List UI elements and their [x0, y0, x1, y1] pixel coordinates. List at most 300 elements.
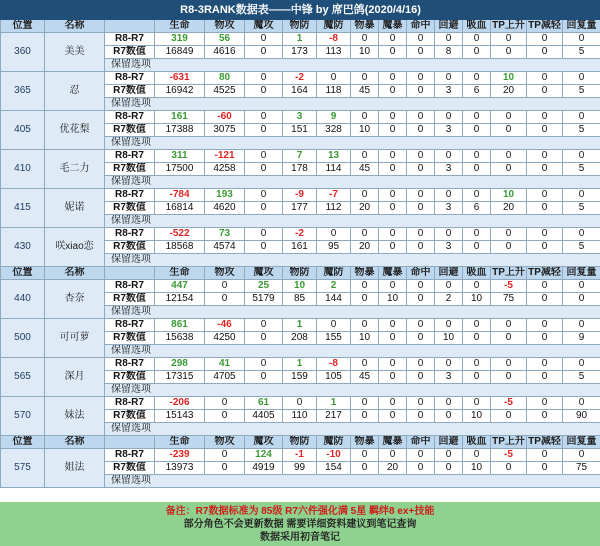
- base-value: 9: [563, 332, 600, 345]
- base-value: 0: [379, 85, 407, 98]
- diff-value: 0: [527, 33, 563, 46]
- base-value: 0: [527, 163, 563, 176]
- diff-value: 0: [407, 449, 435, 462]
- diff-value: 56: [205, 33, 245, 46]
- diff-value: 2: [317, 280, 351, 293]
- diff-row: [1, 319, 600, 332]
- base-value: 4574: [205, 241, 245, 254]
- column-header-row: [1, 20, 600, 33]
- diff-value: 0: [563, 280, 600, 293]
- base-value: 0: [407, 371, 435, 384]
- diff-value: 13: [317, 150, 351, 163]
- diff-value: 0: [351, 150, 379, 163]
- position-cell: 430: [1, 228, 45, 267]
- diff-value: 0: [463, 280, 491, 293]
- column-header: 位置: [1, 267, 45, 280]
- base-value: 0: [463, 332, 491, 345]
- base-value: 13973: [155, 462, 205, 475]
- diff-value: 0: [463, 228, 491, 241]
- diff-value: 0: [407, 111, 435, 124]
- base-value: 0: [379, 371, 407, 384]
- diff-value: 0: [407, 319, 435, 332]
- column-header: 物攻: [205, 267, 245, 280]
- base-value: 154: [317, 462, 351, 475]
- diff-value: 0: [527, 150, 563, 163]
- base-value: 0: [379, 332, 407, 345]
- character-name: 杏奈: [45, 280, 105, 319]
- base-value: 4616: [205, 46, 245, 59]
- diff-row: [1, 228, 600, 241]
- diff-value: 0: [245, 111, 283, 124]
- diff-value: 0: [407, 189, 435, 202]
- base-value: 0: [245, 46, 283, 59]
- base-value: 112: [317, 202, 351, 215]
- diff-label: R8-R7: [105, 33, 155, 46]
- base-value: 151: [283, 124, 317, 137]
- base-value: 4620: [205, 202, 245, 215]
- base-value: 75: [563, 462, 600, 475]
- footer-note-line-3: 数据采用初音笔记: [260, 532, 340, 543]
- diff-value: 0: [527, 228, 563, 241]
- position-cell: 410: [1, 150, 45, 189]
- diff-value: 0: [283, 397, 317, 410]
- diff-value: 0: [245, 319, 283, 332]
- base-value: 5: [563, 85, 600, 98]
- base-value: 144: [317, 293, 351, 306]
- base-value: 0: [491, 163, 527, 176]
- diff-value: 73: [205, 228, 245, 241]
- diff-value: 0: [245, 358, 283, 371]
- base-value: 10: [463, 462, 491, 475]
- diff-value: 0: [351, 33, 379, 46]
- diff-value: 861: [155, 319, 205, 332]
- diff-value: 0: [379, 228, 407, 241]
- diff-value: -8: [317, 358, 351, 371]
- base-value: 0: [491, 410, 527, 423]
- diff-value: 0: [435, 150, 463, 163]
- diff-value: 0: [491, 111, 527, 124]
- diff-value: 0: [463, 150, 491, 163]
- base-value: 16942: [155, 85, 205, 98]
- diff-value: 447: [155, 280, 205, 293]
- column-header: 回复量: [563, 267, 600, 280]
- diff-value: 0: [563, 33, 600, 46]
- diff-value: -631: [155, 72, 205, 85]
- base-label: R7数值: [105, 163, 155, 176]
- column-header: 魔防: [317, 267, 351, 280]
- position-cell: 565: [1, 358, 45, 397]
- base-value: 10: [351, 46, 379, 59]
- base-value: 0: [205, 462, 245, 475]
- column-header: 魔攻: [245, 20, 283, 33]
- diff-value: 0: [317, 319, 351, 332]
- base-value: 3: [435, 241, 463, 254]
- base-value: 0: [527, 241, 563, 254]
- base-value: 15143: [155, 410, 205, 423]
- character-name: 美美: [45, 33, 105, 72]
- base-value: 0: [527, 202, 563, 215]
- diff-value: -5: [491, 280, 527, 293]
- diff-value: 0: [527, 449, 563, 462]
- base-value: 0: [491, 462, 527, 475]
- character-name: 咲xiao恋: [45, 228, 105, 267]
- diff-value: 25: [245, 280, 283, 293]
- base-value: 10: [435, 332, 463, 345]
- base-value: 10: [463, 293, 491, 306]
- diff-value: 161: [155, 111, 205, 124]
- footer-notes: [0, 502, 600, 546]
- diff-value: 0: [351, 189, 379, 202]
- diff-label: R8-R7: [105, 150, 155, 163]
- column-header: [105, 20, 155, 33]
- diff-value: 0: [205, 449, 245, 462]
- base-value: 5: [563, 241, 600, 254]
- column-header: TP减轻: [528, 267, 561, 278]
- diff-row: [1, 358, 600, 371]
- diff-value: 0: [245, 189, 283, 202]
- keep-label: 保留选项: [105, 98, 600, 111]
- base-value: 4250: [205, 332, 245, 345]
- base-value: 16849: [155, 46, 205, 59]
- diff-value: -8: [317, 33, 351, 46]
- diff-value: -5: [491, 397, 527, 410]
- diff-value: 0: [205, 280, 245, 293]
- base-value: 0: [379, 124, 407, 137]
- diff-value: 0: [317, 72, 351, 85]
- base-value: 0: [463, 241, 491, 254]
- base-value: 4525: [205, 85, 245, 98]
- diff-row: [1, 72, 600, 85]
- base-value: 20: [379, 462, 407, 475]
- diff-value: 0: [435, 228, 463, 241]
- diff-value: 0: [491, 150, 527, 163]
- diff-value: 0: [463, 72, 491, 85]
- column-header: 魔攻: [245, 436, 283, 449]
- character-name: 姐法: [45, 449, 105, 488]
- base-label: R7数值: [105, 241, 155, 254]
- diff-value: 0: [435, 319, 463, 332]
- base-value: 0: [491, 241, 527, 254]
- base-value: 4258: [205, 163, 245, 176]
- base-value: 0: [527, 46, 563, 59]
- base-value: 0: [245, 371, 283, 384]
- base-value: 155: [317, 332, 351, 345]
- diff-value: -206: [155, 397, 205, 410]
- base-value: 0: [527, 332, 563, 345]
- column-header: 名称: [45, 267, 105, 280]
- base-value: 45: [351, 163, 379, 176]
- diff-label: R8-R7: [105, 111, 155, 124]
- column-header: 回复量: [563, 436, 600, 449]
- column-header: 魔暴: [379, 267, 407, 280]
- keep-label: 保留选项: [105, 137, 600, 150]
- diff-value: 0: [317, 228, 351, 241]
- column-header: 命中: [407, 20, 435, 33]
- column-header: 命中: [407, 267, 435, 280]
- base-value: 0: [463, 163, 491, 176]
- diff-value: 1: [317, 397, 351, 410]
- column-header: 回避: [435, 20, 463, 33]
- diff-value: 298: [155, 358, 205, 371]
- diff-value: 0: [463, 397, 491, 410]
- base-value: 5179: [245, 293, 283, 306]
- column-header: 吸血: [463, 436, 491, 449]
- base-value: 3: [435, 124, 463, 137]
- diff-value: -2: [283, 72, 317, 85]
- diff-value: 0: [435, 72, 463, 85]
- keep-label: 保留选项: [105, 254, 600, 267]
- diff-value: 0: [407, 358, 435, 371]
- diff-row: [1, 111, 600, 124]
- table-title-row: [1, 1, 600, 20]
- base-value: 0: [351, 462, 379, 475]
- diff-label: R8-R7: [105, 397, 155, 410]
- diff-value: 0: [407, 33, 435, 46]
- diff-row: [1, 33, 600, 46]
- diff-value: 0: [379, 319, 407, 332]
- column-header: 位置: [1, 20, 45, 33]
- diff-value: 0: [379, 189, 407, 202]
- base-value: 328: [317, 124, 351, 137]
- base-value: 45: [351, 85, 379, 98]
- diff-value: 0: [527, 319, 563, 332]
- diff-value: 0: [245, 150, 283, 163]
- diff-value: 0: [407, 228, 435, 241]
- diff-value: 0: [379, 449, 407, 462]
- base-value: 5: [563, 124, 600, 137]
- column-header: 物防: [283, 20, 317, 33]
- base-value: 20: [351, 202, 379, 215]
- base-value: 15638: [155, 332, 205, 345]
- diff-row: [1, 280, 600, 293]
- base-value: 0: [463, 46, 491, 59]
- base-value: 20: [351, 241, 379, 254]
- diff-value: 0: [491, 33, 527, 46]
- base-value: 4705: [205, 371, 245, 384]
- diff-row: [1, 449, 600, 462]
- diff-value: 1: [283, 319, 317, 332]
- column-header: 名称: [45, 436, 105, 449]
- diff-value: 0: [379, 150, 407, 163]
- column-header: TP上升: [492, 267, 525, 278]
- diff-label: R8-R7: [105, 189, 155, 202]
- base-value: 5: [563, 371, 600, 384]
- diff-value: 80: [205, 72, 245, 85]
- diff-value: 0: [527, 111, 563, 124]
- column-header: 吸血: [463, 20, 491, 33]
- base-label: R7数值: [105, 293, 155, 306]
- character-name: 忍: [45, 72, 105, 111]
- base-value: 0: [463, 371, 491, 384]
- character-name: 毛二力: [45, 150, 105, 189]
- position-cell: 570: [1, 397, 45, 436]
- diff-value: 0: [351, 397, 379, 410]
- diff-value: -1: [283, 449, 317, 462]
- base-label: R7数值: [105, 462, 155, 475]
- diff-value: 0: [563, 449, 600, 462]
- base-value: 20: [491, 202, 527, 215]
- base-value: 0: [491, 332, 527, 345]
- diff-value: 0: [245, 228, 283, 241]
- diff-value: 0: [435, 358, 463, 371]
- column-header: 生命: [155, 267, 205, 280]
- base-value: 161: [283, 241, 317, 254]
- base-value: 0: [407, 163, 435, 176]
- diff-value: 1: [283, 358, 317, 371]
- column-header: TP上升: [492, 436, 525, 447]
- diff-value: 0: [245, 33, 283, 46]
- diff-value: 311: [155, 150, 205, 163]
- base-value: 0: [379, 46, 407, 59]
- column-header: TP减轻: [528, 436, 561, 447]
- base-value: 0: [379, 163, 407, 176]
- base-value: 5: [563, 163, 600, 176]
- diff-row: [1, 189, 600, 202]
- column-header: 名称: [45, 20, 105, 33]
- diff-value: -522: [155, 228, 205, 241]
- base-value: 0: [379, 241, 407, 254]
- column-header: 物攻: [205, 436, 245, 449]
- diff-value: 124: [245, 449, 283, 462]
- diff-value: 0: [435, 33, 463, 46]
- column-header: 生命: [155, 436, 205, 449]
- position-cell: 415: [1, 189, 45, 228]
- base-value: 0: [435, 410, 463, 423]
- base-value: 16814: [155, 202, 205, 215]
- base-value: 164: [283, 85, 317, 98]
- diff-value: 0: [563, 228, 600, 241]
- base-value: 0: [527, 124, 563, 137]
- position-cell: 365: [1, 72, 45, 111]
- base-value: 6: [463, 85, 491, 98]
- diff-value: -46: [205, 319, 245, 332]
- diff-value: 41: [205, 358, 245, 371]
- diff-value: 0: [407, 397, 435, 410]
- diff-value: -784: [155, 189, 205, 202]
- character-name: 妮诺: [45, 189, 105, 228]
- base-value: 0: [407, 202, 435, 215]
- base-value: 10: [463, 410, 491, 423]
- base-value: 3: [435, 85, 463, 98]
- diff-value: 0: [563, 397, 600, 410]
- diff-value: 0: [379, 280, 407, 293]
- diff-value: 9: [317, 111, 351, 124]
- base-value: 0: [491, 124, 527, 137]
- table-title: R8-3RANK数据表——中锋 by 席巴鸽(2020/4/16): [1, 1, 600, 20]
- base-label: R7数值: [105, 332, 155, 345]
- diff-value: 7: [283, 150, 317, 163]
- diff-value: 0: [379, 358, 407, 371]
- diff-label: R8-R7: [105, 228, 155, 241]
- keep-label: 保留选项: [105, 306, 600, 319]
- base-value: 110: [283, 410, 317, 423]
- column-header: 魔暴: [379, 436, 407, 449]
- base-value: 159: [283, 371, 317, 384]
- diff-value: 61: [245, 397, 283, 410]
- column-header: TP减轻: [528, 20, 561, 31]
- keep-label: 保留选项: [105, 215, 600, 228]
- base-value: 0: [351, 410, 379, 423]
- diff-value: 0: [527, 397, 563, 410]
- diff-value: 0: [527, 280, 563, 293]
- column-header: 魔暴: [379, 20, 407, 33]
- diff-label: R8-R7: [105, 280, 155, 293]
- diff-value: 0: [435, 449, 463, 462]
- column-header: 魔防: [317, 20, 351, 33]
- column-header: 物暴: [351, 436, 379, 449]
- diff-value: -7: [317, 189, 351, 202]
- base-value: 4405: [245, 410, 283, 423]
- base-value: 208: [283, 332, 317, 345]
- base-value: 217: [317, 410, 351, 423]
- diff-value: 0: [435, 397, 463, 410]
- diff-value: -239: [155, 449, 205, 462]
- base-value: 0: [407, 46, 435, 59]
- diff-value: 0: [563, 111, 600, 124]
- diff-value: 0: [563, 358, 600, 371]
- column-header-row: [1, 436, 600, 449]
- diff-value: 0: [463, 358, 491, 371]
- base-value: 0: [407, 124, 435, 137]
- base-value: 10: [351, 124, 379, 137]
- diff-value: 0: [435, 111, 463, 124]
- base-value: 0: [527, 371, 563, 384]
- base-value: 0: [407, 293, 435, 306]
- base-value: 118: [317, 85, 351, 98]
- diff-label: R8-R7: [105, 72, 155, 85]
- base-value: 6: [463, 202, 491, 215]
- base-value: 20: [491, 85, 527, 98]
- diff-value: 0: [351, 449, 379, 462]
- column-header: 物防: [283, 267, 317, 280]
- diff-value: 0: [463, 33, 491, 46]
- base-value: 3: [435, 202, 463, 215]
- keep-label: 保留选项: [105, 176, 600, 189]
- footer-note-line-1: 备注：R7数据标准为 85级 R7六件强化满 5星 羁绊8 ex+技能: [165, 506, 435, 517]
- base-value: 3: [435, 163, 463, 176]
- base-value: 0: [407, 462, 435, 475]
- base-value: 0: [435, 462, 463, 475]
- column-header: TP上升: [492, 20, 525, 31]
- base-value: 113: [317, 46, 351, 59]
- base-value: 18568: [155, 241, 205, 254]
- diff-label: R8-R7: [105, 319, 155, 332]
- base-label: R7数值: [105, 124, 155, 137]
- base-value: 45: [351, 371, 379, 384]
- diff-value: 0: [435, 189, 463, 202]
- base-value: 17388: [155, 124, 205, 137]
- column-header: 回避: [435, 267, 463, 280]
- keep-label: 保留选项: [105, 475, 600, 488]
- diff-value: 0: [245, 72, 283, 85]
- diff-value: 0: [351, 319, 379, 332]
- diff-row: [1, 150, 600, 163]
- diff-value: 10: [491, 72, 527, 85]
- base-label: R7数值: [105, 371, 155, 384]
- diff-value: -10: [317, 449, 351, 462]
- keep-label: 保留选项: [105, 384, 600, 397]
- diff-value: 0: [527, 189, 563, 202]
- base-value: 10: [379, 293, 407, 306]
- diff-value: 0: [463, 449, 491, 462]
- column-header: [105, 267, 155, 280]
- column-header: 吸血: [463, 267, 491, 280]
- base-value: 3075: [205, 124, 245, 137]
- diff-value: 0: [463, 111, 491, 124]
- diff-value: 1: [283, 33, 317, 46]
- diff-value: 0: [351, 358, 379, 371]
- base-value: 0: [351, 293, 379, 306]
